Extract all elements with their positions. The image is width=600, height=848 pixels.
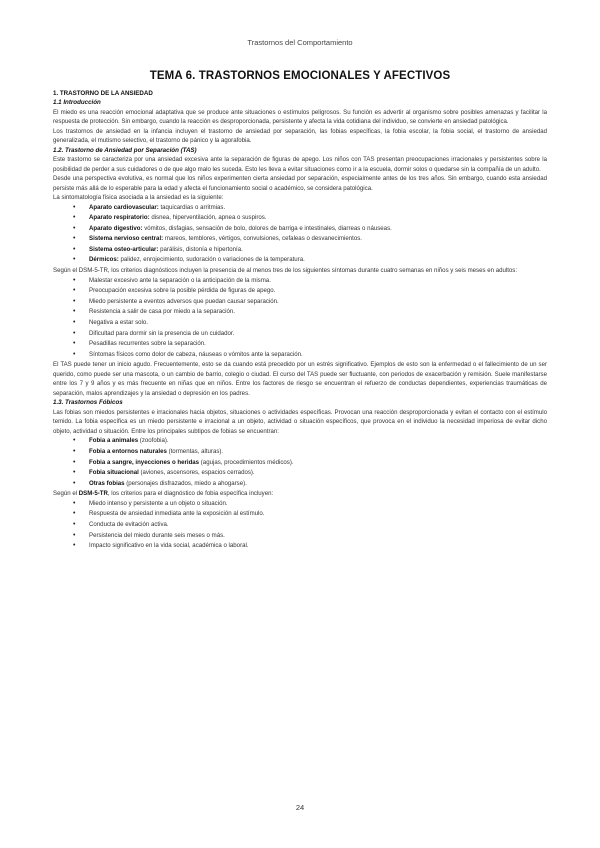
list-item: • Resistencia a salir de casa por miedo a la separación. (53, 307, 547, 318)
paragraph: La sintomatología física asociada a la ansiedad es la siguiente: (53, 194, 224, 201)
running-header: Trastornos del Comportamiento (247, 38, 353, 47)
list-item: • Persistencia del miedo durante seis meses o más. (53, 531, 547, 542)
list-item: • Fobia a sangre, inyecciones o heridas (agujas, procedimientos médicos). (53, 458, 547, 469)
list-item: • Miedo persistente a eventos adversos que puedan causar separación. (53, 297, 547, 308)
paragraph: Los trastornos de ansiedad en la infancia incluyen el trastorno de ansiedad por separación, las fobias específicas, la fobia escolar, la fobia social, el trastorno de ansiedad generalizada, el mutismo selectivo, el trastorno de pánico y la agorafobia. (53, 127, 547, 144)
page-title: TEMA 6. TRASTORNOS EMOCIONALES Y AFECTIVOS (149, 70, 451, 82)
section-heading: 1. TRASTORNO DE LA ANSIEDAD (53, 90, 153, 97)
paragraph: El miedo es una reacción emocional adaptativa que se produce ante situaciones o estímulos peligrosos. Su función es advertir al organismo sobre posibles amenazas y facilitar la respuesta de protección. Sin embargo, cuando la reacción es desproporcionada, persistente y afecta la vida cotidiana del individuo, se convierte en ansiedad patológica. (53, 108, 547, 125)
list-item: • Síntomas físicos como dolor de cabeza, náuseas o vómitos ante la separación. (53, 350, 547, 361)
symptoms-list (53, 203, 547, 267)
list-item: • Fobia a entornos naturales (tormentas, alturas). (53, 447, 547, 458)
list-item: • Negativa a estar solo. (53, 318, 547, 329)
paragraph: El TAS puede tener un inicio agudo. Frecuentemente, esto se da cuando está precedido por un estrés significativo. Ejemplos de esto son la enfermedad o el fallecimiento de un ser querido, como puede ser una mascota, o un cambio de barrio, colegio o ciudad. El curso del TAS puede ser fluctuante, con periodos de exacerbación y remisión. Suele manifestarse entre los 7 y 9 años y es más frecuente en niñas que en niños. Entre los factores de riesgo se encuentran el refuerzo de conductas dependientes, experiencias traumáticas de separación, malos aprendizajes y la ansiedad o depresión en los padres. (53, 361, 547, 397)
subsection-heading: 1.2. Trastorno de Ansiedad por Separación (TAS) (53, 146, 197, 154)
tas-criteria-list (53, 276, 547, 361)
list-item: • Aparato digestivo: vómitos, disfagias, sensación de bolo, dolores de barriga e intestinales, diarreas o náuseas. (53, 224, 547, 235)
list-item: • Aparato respiratorio: disnea, hiperventilación, apnea o suspiros. (53, 213, 547, 224)
list-item: • Dificultad para dormir sin la presencia de un cuidador. (53, 329, 547, 340)
paragraph: Desde una perspectiva evolutiva, es normal que los niños experimenten cierta ansiedad por separación, especialmente antes de los tres años. Sin embargo, cuando esta ansiedad persiste más allá de lo esperable para la edad y afecta el funcionamiento social o académico, se considera patológica. (53, 175, 547, 192)
paragraph: Según el DSM-5-TR, los criterios para el diagnóstico de fobia específica incluyen: (53, 490, 274, 498)
paragraph: Las fobias son miedos persistentes e irracionales hacia objetos, situaciones o actividades específicas. Provocan una reacción desproporcionada y evitan el contacto con el estímulo temido. La fobia específica es un miedo persistente e irracional a un objeto, actividad o situación específicos, que provoca en el individuo la necesidad imperiosa de evitar dicho objeto, actividad o situación. Entre los principales subtipos de fobias se encuentran: (53, 408, 547, 435)
subsection-heading: 1.1 Introducción (53, 99, 101, 106)
list-item: • Conducta de evitación activa. (53, 520, 547, 531)
list-item: • Aparato cardiovascular: taquicardias o arritmias. (53, 203, 547, 214)
list-item: • Fobia situacional (aviones, ascensores, espacios cerrados). (53, 468, 547, 479)
document-body (53, 70, 547, 552)
list-item: • Sistema nervioso central: mareos, temblores, vértigos, convulsiones, cefaleas o desvanecimientos. (53, 234, 547, 245)
subsection-heading: 1.3. Trastornos Fóbicos (53, 399, 123, 407)
phobia-criteria-list (53, 499, 547, 552)
phobia-subtypes-list (53, 436, 547, 489)
list-item: • Malestar excesivo ante la separación o la anticipación de la misma. (53, 276, 547, 287)
page-number: 24 (295, 803, 305, 812)
list-item: • Respuesta de ansiedad inmediata ante la exposición al estímulo. (53, 509, 547, 520)
list-item: • Impacto significativo en la vida social, académica o laboral. (53, 541, 547, 552)
paragraph: Este trastorno se caracteriza por una ansiedad excesiva ante la separación de figuras de apego. Los niños con TAS presentan preocupaciones irracionales y persistentes sobre la posibilidad de perder a sus cuidadores o de que algo malo les suceda. Esto les lleva a evitar situaciones como ir a la escuela, dormir solos o quedarse sin la compañía de un adulto. (53, 156, 547, 173)
paragraph: Según el DSM-5-TR, los criterios diagnósticos incluyen la presencia de al menos tres de los siguientes síntomas durante cuatro semanas en niños y seis meses en adultos: (53, 267, 518, 275)
list-item: • Sistema osteo-articular: parálisis, distonía e hipertonía. (53, 245, 547, 256)
list-item: • Miedo intenso y persistente a un objeto o situación. (53, 499, 547, 510)
list-item: • Fobia a animales (zoofobia). (53, 436, 547, 447)
list-item: • Preocupación excesiva sobre la posible pérdida de figuras de apego. (53, 286, 547, 297)
list-item: • Pesadillas recurrentes sobre la separación. (53, 339, 547, 350)
list-item: • Otras fobias (personajes disfrazados, miedo a ahogarse). (53, 479, 547, 490)
list-item: • Dérmicos: palidez, enrojecimiento, sudoración o variaciones de la temperatura. (53, 255, 547, 266)
